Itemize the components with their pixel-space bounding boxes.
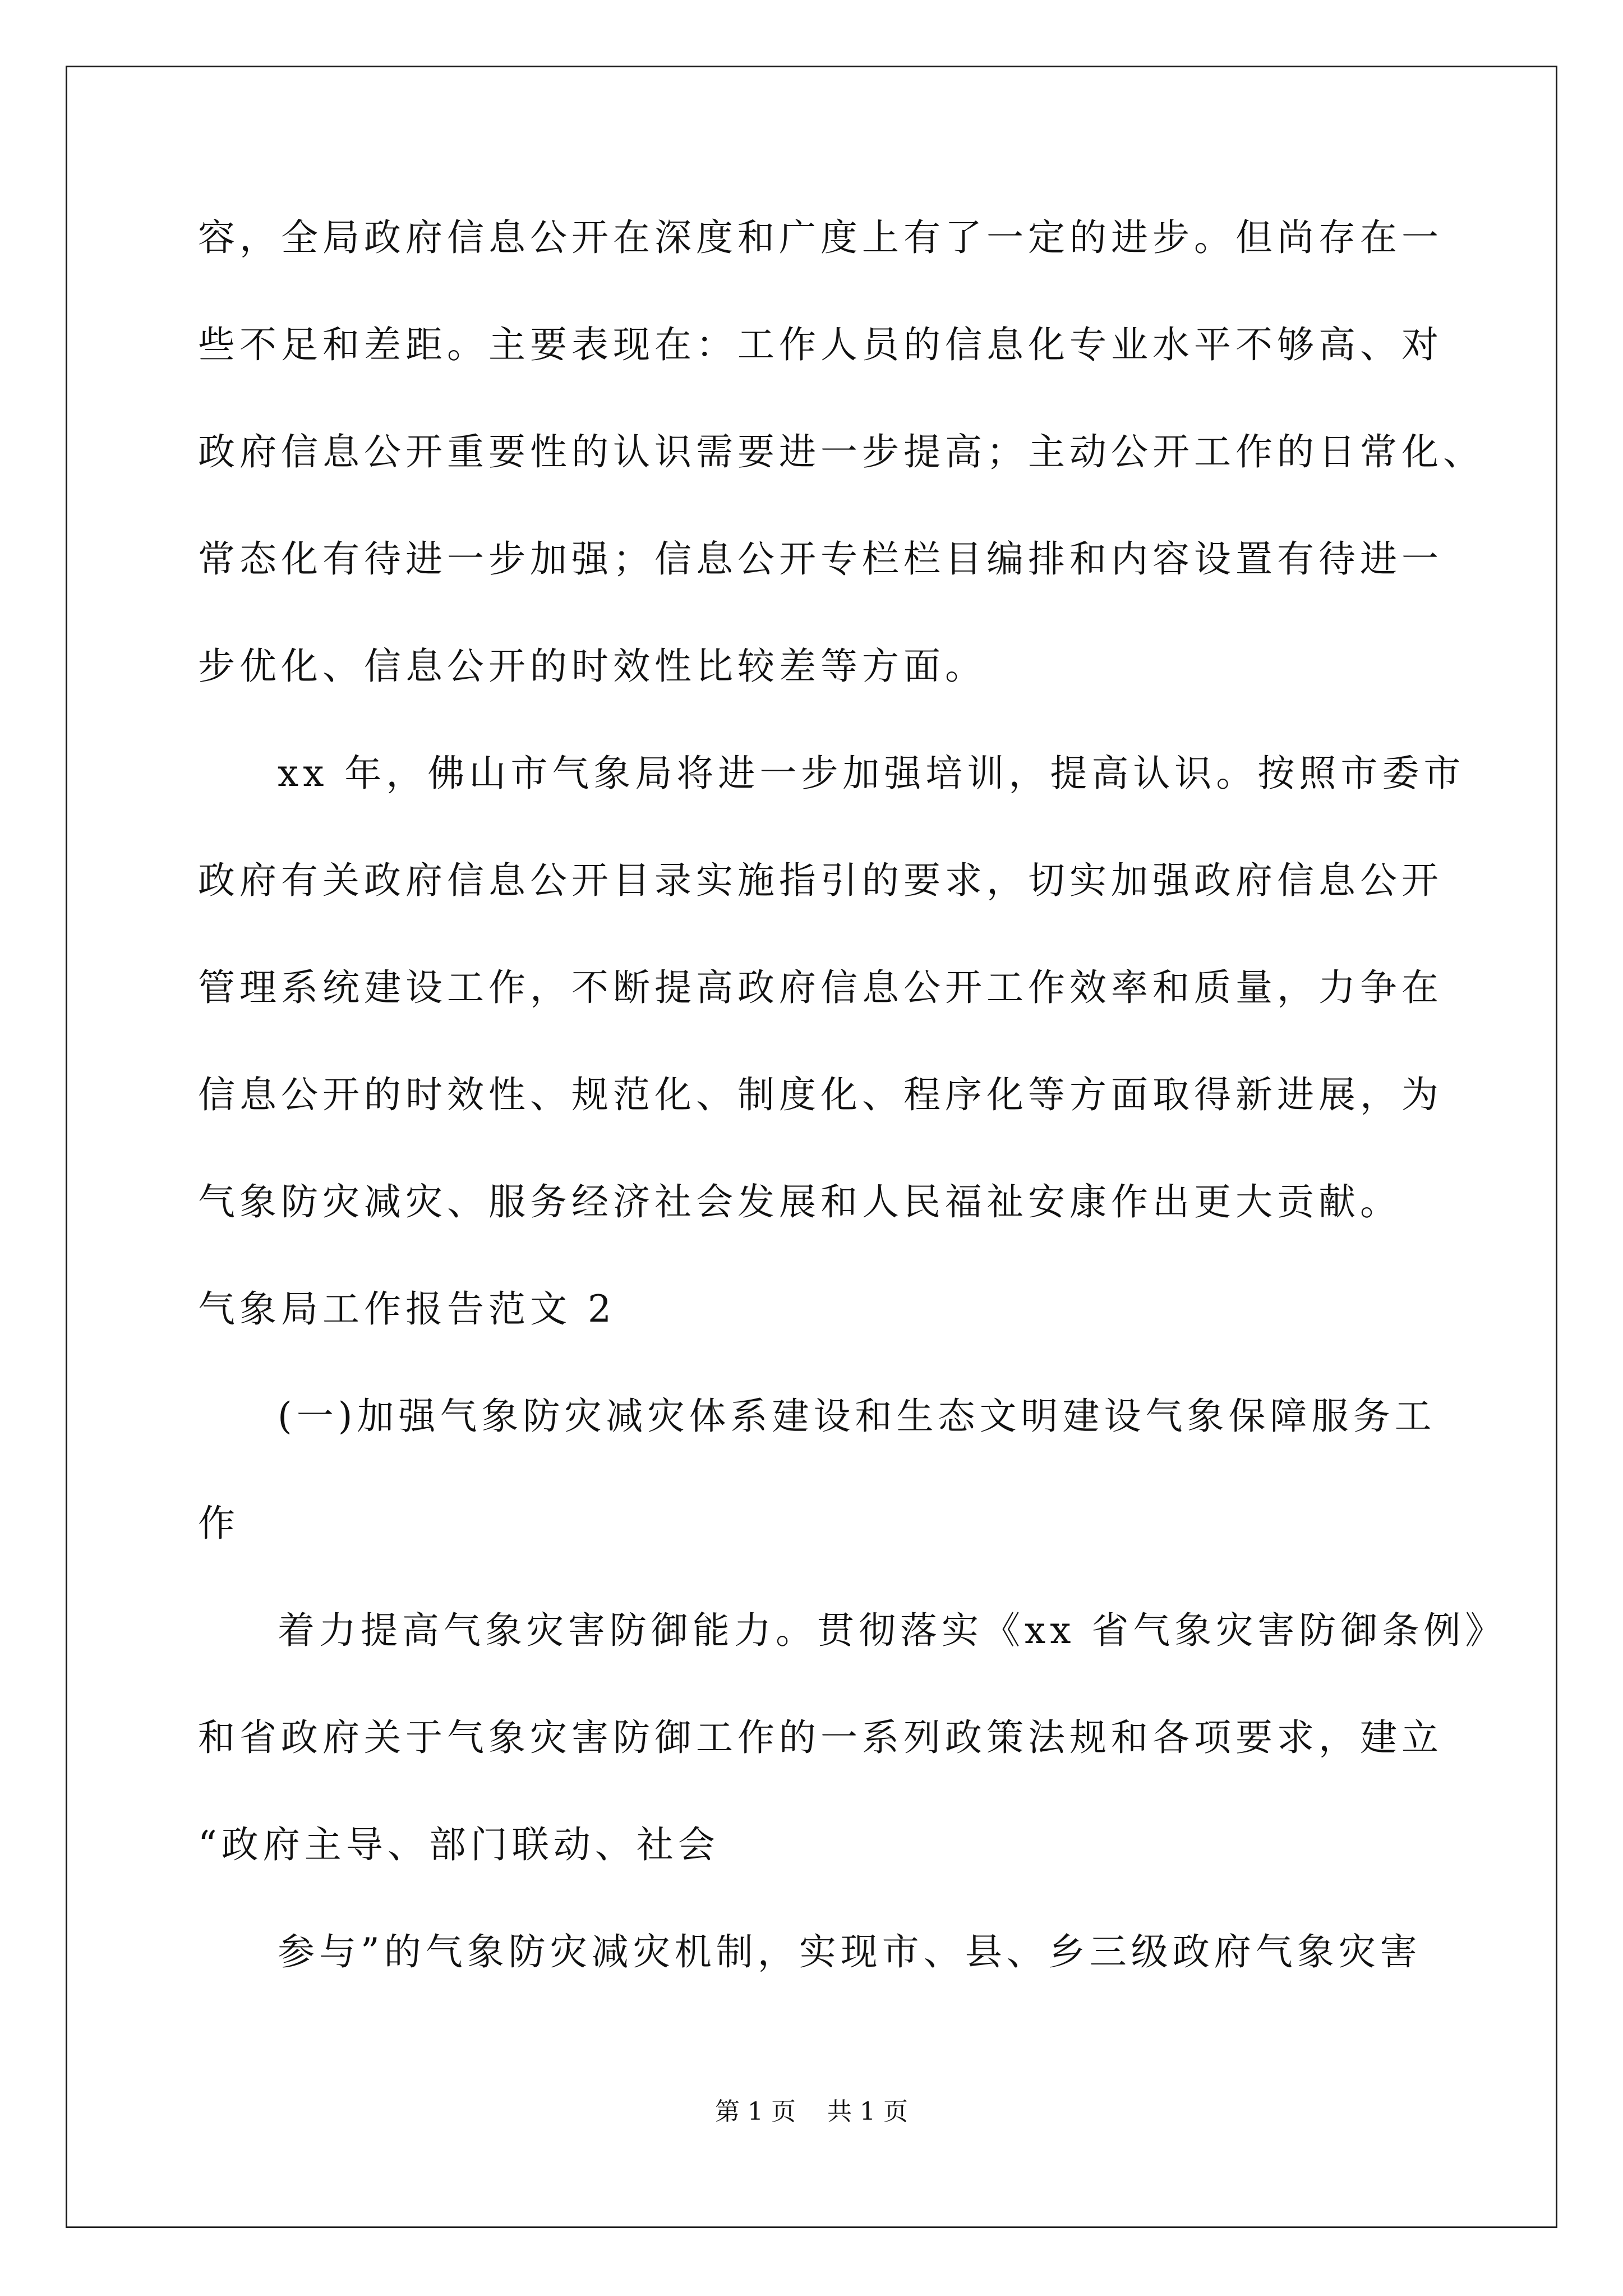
text-line: (一)加强气象防灾减灾体系建设和生态文明建设气象保障服务工 <box>278 1395 1436 1438</box>
text-line: 政府有关政府信息公开目录实施指引的要求，切实加强政府信息公开 <box>198 859 1443 902</box>
page-number: 第 1 页 <box>715 2097 796 2126</box>
section-heading: 气象局工作报告范文 2 <box>198 1287 616 1331</box>
text-line: 常态化有待进一步加强；信息公开专栏栏目编排和内容设置有待进一 <box>198 537 1443 581</box>
document-body <box>198 208 1507 2029</box>
text-line: 容，全局政府信息公开在深度和广度上有了一定的进步。但尚存在一 <box>198 216 1443 259</box>
text-line: 些不足和差距。主要表现在：工作人员的信息化专业水平不够高、对 <box>198 323 1443 366</box>
text-line: xx 年，佛山市气象局将进一步加强培训，提高认识。按照市委市 <box>278 752 1465 795</box>
text-line: 和省政府关于气象灾害防御工作的一系列政策法规和各项要求，建立 <box>198 1716 1443 1759</box>
text-line: 政府信息公开重要性的认识需要进一步提高；主动公开工作的日常化、 <box>198 430 1484 473</box>
text-line: 作 <box>198 1502 239 1545</box>
text-line: 步优化、信息公开的时效性比较差等方面。 <box>198 645 986 688</box>
text-line: 信息公开的时效性、规范化、制度化、程序化等方面取得新进展，为 <box>198 1073 1443 1116</box>
text-line: “政府主导、部门联动、社会 <box>198 1823 720 1866</box>
text-line: 管理系统建设工作，不断提高政府信息公开工作效率和质量，力争在 <box>198 966 1443 1009</box>
text-line: 着力提高气象灾害防御能力。贯彻落实《xx 省气象灾害防御条例》 <box>278 1609 1507 1652</box>
text-line: 气象防灾减灾、服务经济社会发展和人民福祉安康作出更大贡献。 <box>198 1180 1401 1223</box>
page-total: 共 1 页 <box>827 2097 908 2126</box>
text-line: 参与”的气象防灾减灾机制，实现市、县、乡三级政府气象灾害 <box>278 1930 1422 1973</box>
page-footer <box>0 2091 1623 2127</box>
